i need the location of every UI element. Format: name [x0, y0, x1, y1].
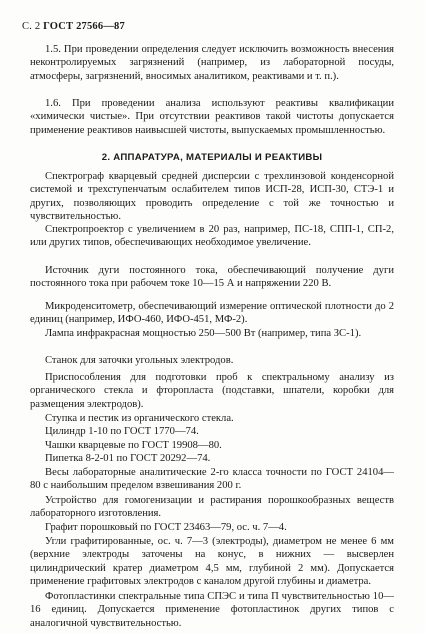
item-cylinder: Цилиндр 1-10 по ГОСТ 1770—74.	[45, 426, 199, 437]
standard-number: ГОСТ 27566—87	[43, 21, 125, 32]
item-quartz-dishes: Чашки кварцевые по ГОСТ 19908—80.	[45, 440, 222, 451]
page-header	[22, 21, 125, 32]
item-photoplates: Фотопластинки спектральные типа СПЭС и типа П чувствительностью 10—16 единиц. Допускается применение фотопластинок других типов с аналогичной чувствительностью.	[30, 591, 394, 629]
item-sample-fixtures: Приспособления для подготовки проб к спектральному анализу из органического стекла и фторопласта (подставки, шпатели, коробки для размещения электродов).	[30, 372, 394, 410]
item-spectrograph: Спектрограф кварцевый средней дисперсии с трехлинзовой конденсорной системой и трехступенчатым ослабителем типов ИСП-28, ИСП-30, СТЭ-1 и других, позволяющих проводить определение с той же точностью и чувствительностью.	[30, 171, 394, 223]
item-homogenizer: Устройство для гомогенизации и растирания порошкообразных веществ лабораторного изготовления.	[30, 495, 394, 520]
item-arc-source: Источник дуги постоянного тока, обеспечивающий получение дуги постоянного тока при рабочем токе 10—15 А и напряжении 220 В.	[30, 265, 394, 290]
item-graphite-electrodes: Угли графитированные, ос. ч. 7—3 (электроды), диаметром не менее 6 мм (верхние электроды заточены на конус, в нижних — высверлен цилиндрический кратер диаметром 4,5 мм, глубиной 2 мм). Допускается применение графитовых электродов с каналом другой глубины и диаметра.	[30, 536, 394, 588]
item-pipette: Пипетка 8-2-01 по ГОСТ 20292—74.	[45, 453, 211, 464]
paragraph-1-5: 1.5. При проведении определения следует исключить возможность внесения неконтролируемых загрязнений (например, из лабораторной посуды, атмосферы, загрязнений, вносимых аналитиком, реактивами и т. п.).	[30, 44, 394, 82]
item-graphite-powder: Графит порошковый по ГОСТ 23463—79, ос. ч. 7—4.	[45, 522, 287, 533]
item-sharpening-machine: Станок для заточки угольных электродов.	[45, 355, 234, 366]
section-heading: 2. АППАРАТУРА, МАТЕРИАЛЫ И РЕАКТИВЫ	[101, 152, 323, 163]
page-number: С. 2	[22, 21, 41, 32]
item-microdensitometer: Микроденситометр, обеспечивающий измерение оптической плотности до 2 единиц (например, ИФО-460, ИФО-451, МФ-2).	[30, 301, 394, 326]
item-scales: Весы лабораторные аналитические 2-го класса точности по ГОСТ 24104—80 с наибольшим пределом взвешивания 200 г.	[30, 467, 394, 492]
item-infrared-lamp: Лампа инфракрасная мощностью 250—500 Вт (например, типа ЗС-1).	[45, 328, 362, 339]
paragraph-1-6: 1.6. При проведении анализа используют реактивы квалификации «химически чистые». При отсутствии реактивов такой чистоты допускается применение реактивов наивысшей чистоты, выпускаемых промышленностью.	[30, 98, 394, 136]
item-mortar-pestle: Ступка и пестик из органического стекла.	[45, 413, 234, 424]
item-spectroprojector: Спектропроектор с увеличением в 20 раз, например, ПС-18, СПП-1, СП-2, или других типов, обеспечивающих необходимое увеличение.	[30, 224, 394, 249]
